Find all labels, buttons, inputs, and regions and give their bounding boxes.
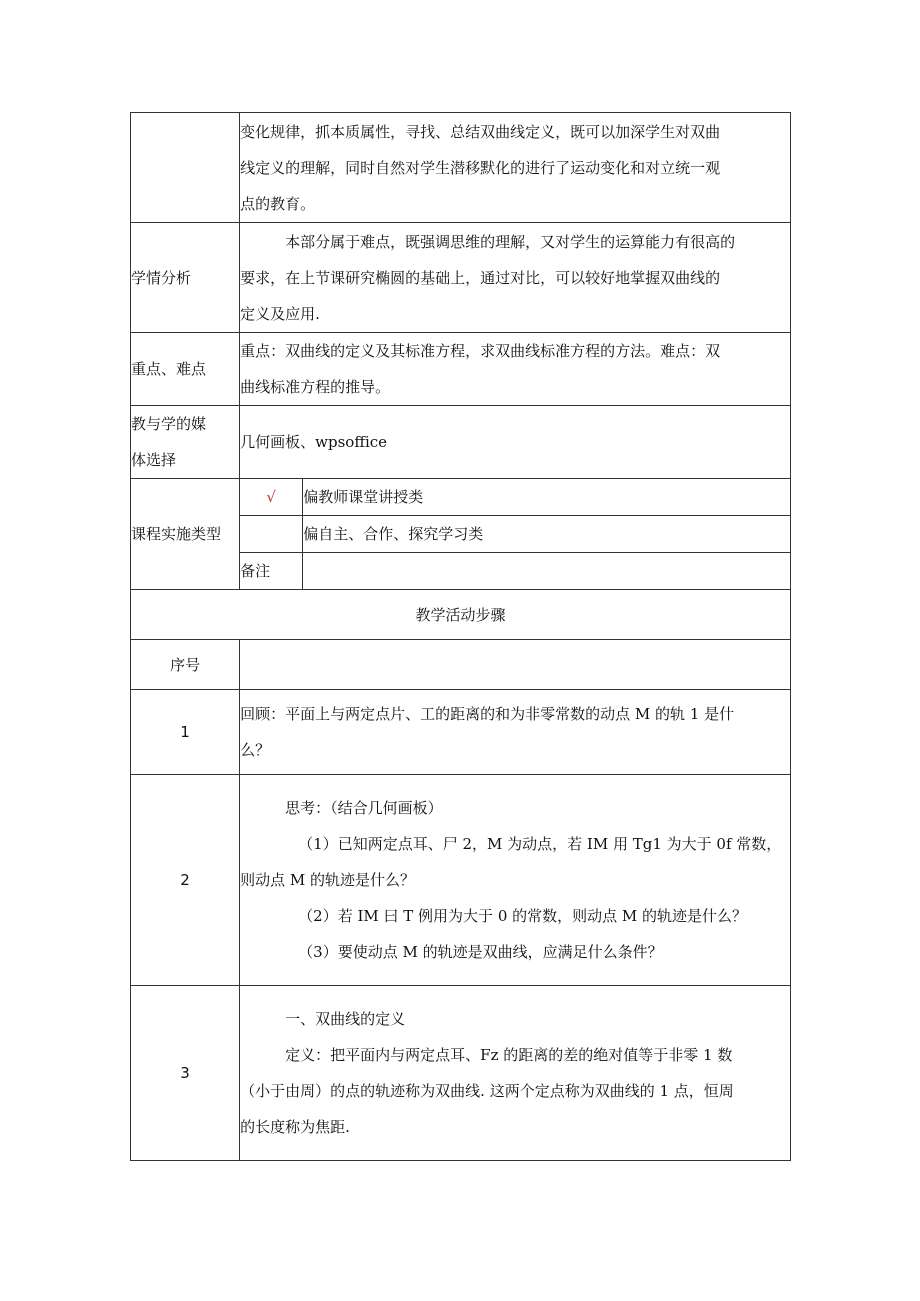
steps-header: 教学活动步骤 bbox=[131, 590, 791, 640]
text-line: 回顾：平面上与两定点片、工的距离的和为非零常数的动点 M 的轨 1 是什 bbox=[240, 705, 735, 723]
media-row bbox=[131, 406, 791, 479]
lesson-plan-table bbox=[130, 112, 791, 1161]
text-line: 线定义的理解，同时自然对学生潜移默化的进行了运动变化和对立统一观 bbox=[240, 158, 721, 177]
seq-header-empty bbox=[240, 640, 791, 690]
text-line: 的长度称为焦距. bbox=[240, 1118, 350, 1136]
student-analysis-row bbox=[131, 223, 791, 333]
step-number: 2 bbox=[131, 775, 240, 986]
step-number: 1 bbox=[131, 690, 240, 775]
remark-value bbox=[303, 553, 791, 590]
text-line: 要求，在上节课研究椭圆的基础上，通过对比，可以较好地掌握双曲线的 bbox=[240, 268, 721, 287]
text-line: 本部分属于难点，既强调思维的理解，又对学生的运算能力有很高的 bbox=[285, 232, 736, 251]
text-line: （1）已知两定点耳、尸 2，M 为动点，若 IM 用 Tg1 为大于 0f 常数， bbox=[298, 835, 782, 853]
media-label-line: 体选择 bbox=[131, 451, 177, 469]
course-type-label: 课程实施类型 bbox=[131, 479, 240, 590]
step-row-1 bbox=[131, 690, 791, 775]
key-points-label: 重点、难点 bbox=[131, 333, 240, 406]
continuation-row bbox=[131, 113, 791, 223]
seq-header-row bbox=[131, 640, 791, 690]
text-line: （小于由周）的点的轨迹称为双曲线. 这两个定点称为双曲线的 1 点，恒周 bbox=[240, 1082, 734, 1100]
text-line: 点的教育。 bbox=[240, 194, 316, 213]
text-line: （2）若 IM 曰 T 例用为大于 0 的常数，则动点 M 的轨迹是什么？ bbox=[298, 907, 748, 925]
step-content bbox=[240, 690, 791, 775]
text-line: 一、双曲线的定义 bbox=[285, 1010, 406, 1028]
key-points-row bbox=[131, 333, 791, 406]
checkmark-icon: √ bbox=[240, 479, 303, 516]
text-line: 变化规律，抓本质属性，寻找、总结双曲线定义，既可以加深学生对双曲 bbox=[240, 122, 721, 141]
key-points-text bbox=[240, 333, 791, 406]
continuation-text bbox=[240, 113, 791, 223]
seq-header: 序号 bbox=[131, 640, 240, 690]
step-content bbox=[240, 986, 791, 1161]
course-type-option-lecture: 偏教师课堂讲授类 bbox=[303, 479, 791, 516]
step-row-3 bbox=[131, 986, 791, 1161]
step-row-2 bbox=[131, 775, 791, 986]
media-value: 几何画板、wpsoffice bbox=[240, 406, 791, 479]
remark-label: 备注 bbox=[240, 553, 303, 590]
media-label-line: 教与学的媒 bbox=[131, 415, 207, 433]
student-analysis-label: 学情分析 bbox=[131, 223, 240, 333]
text-line: 思考：（结合几何画板） bbox=[285, 799, 443, 817]
text-line: 定义及应用. bbox=[240, 304, 320, 323]
media-label bbox=[131, 406, 240, 479]
student-analysis-text bbox=[240, 223, 791, 333]
empty-check-cell bbox=[240, 516, 303, 553]
text-line: 曲线标准方程的推导。 bbox=[240, 378, 391, 396]
text-line: 么？ bbox=[240, 741, 271, 759]
text-line: （3）要使动点 M 的轨迹是双曲线，应满足什么条件？ bbox=[298, 943, 663, 961]
course-type-option-inquiry: 偏自主、合作、探究学习类 bbox=[303, 516, 791, 553]
text-line: 则动点 M 的轨迹是什么？ bbox=[240, 871, 416, 889]
course-type-row-1 bbox=[131, 479, 791, 516]
text-line: 重点：双曲线的定义及其标准方程，求双曲线标准方程的方法。难点：双 bbox=[240, 342, 721, 360]
step-content bbox=[240, 775, 791, 986]
text-line: 定义：把平面内与两定点耳、Fz 的距离的差的绝对值等于非零 1 数 bbox=[285, 1046, 733, 1064]
empty-label-cell bbox=[131, 113, 240, 223]
steps-header-row bbox=[131, 590, 791, 640]
step-number: 3 bbox=[131, 986, 240, 1161]
